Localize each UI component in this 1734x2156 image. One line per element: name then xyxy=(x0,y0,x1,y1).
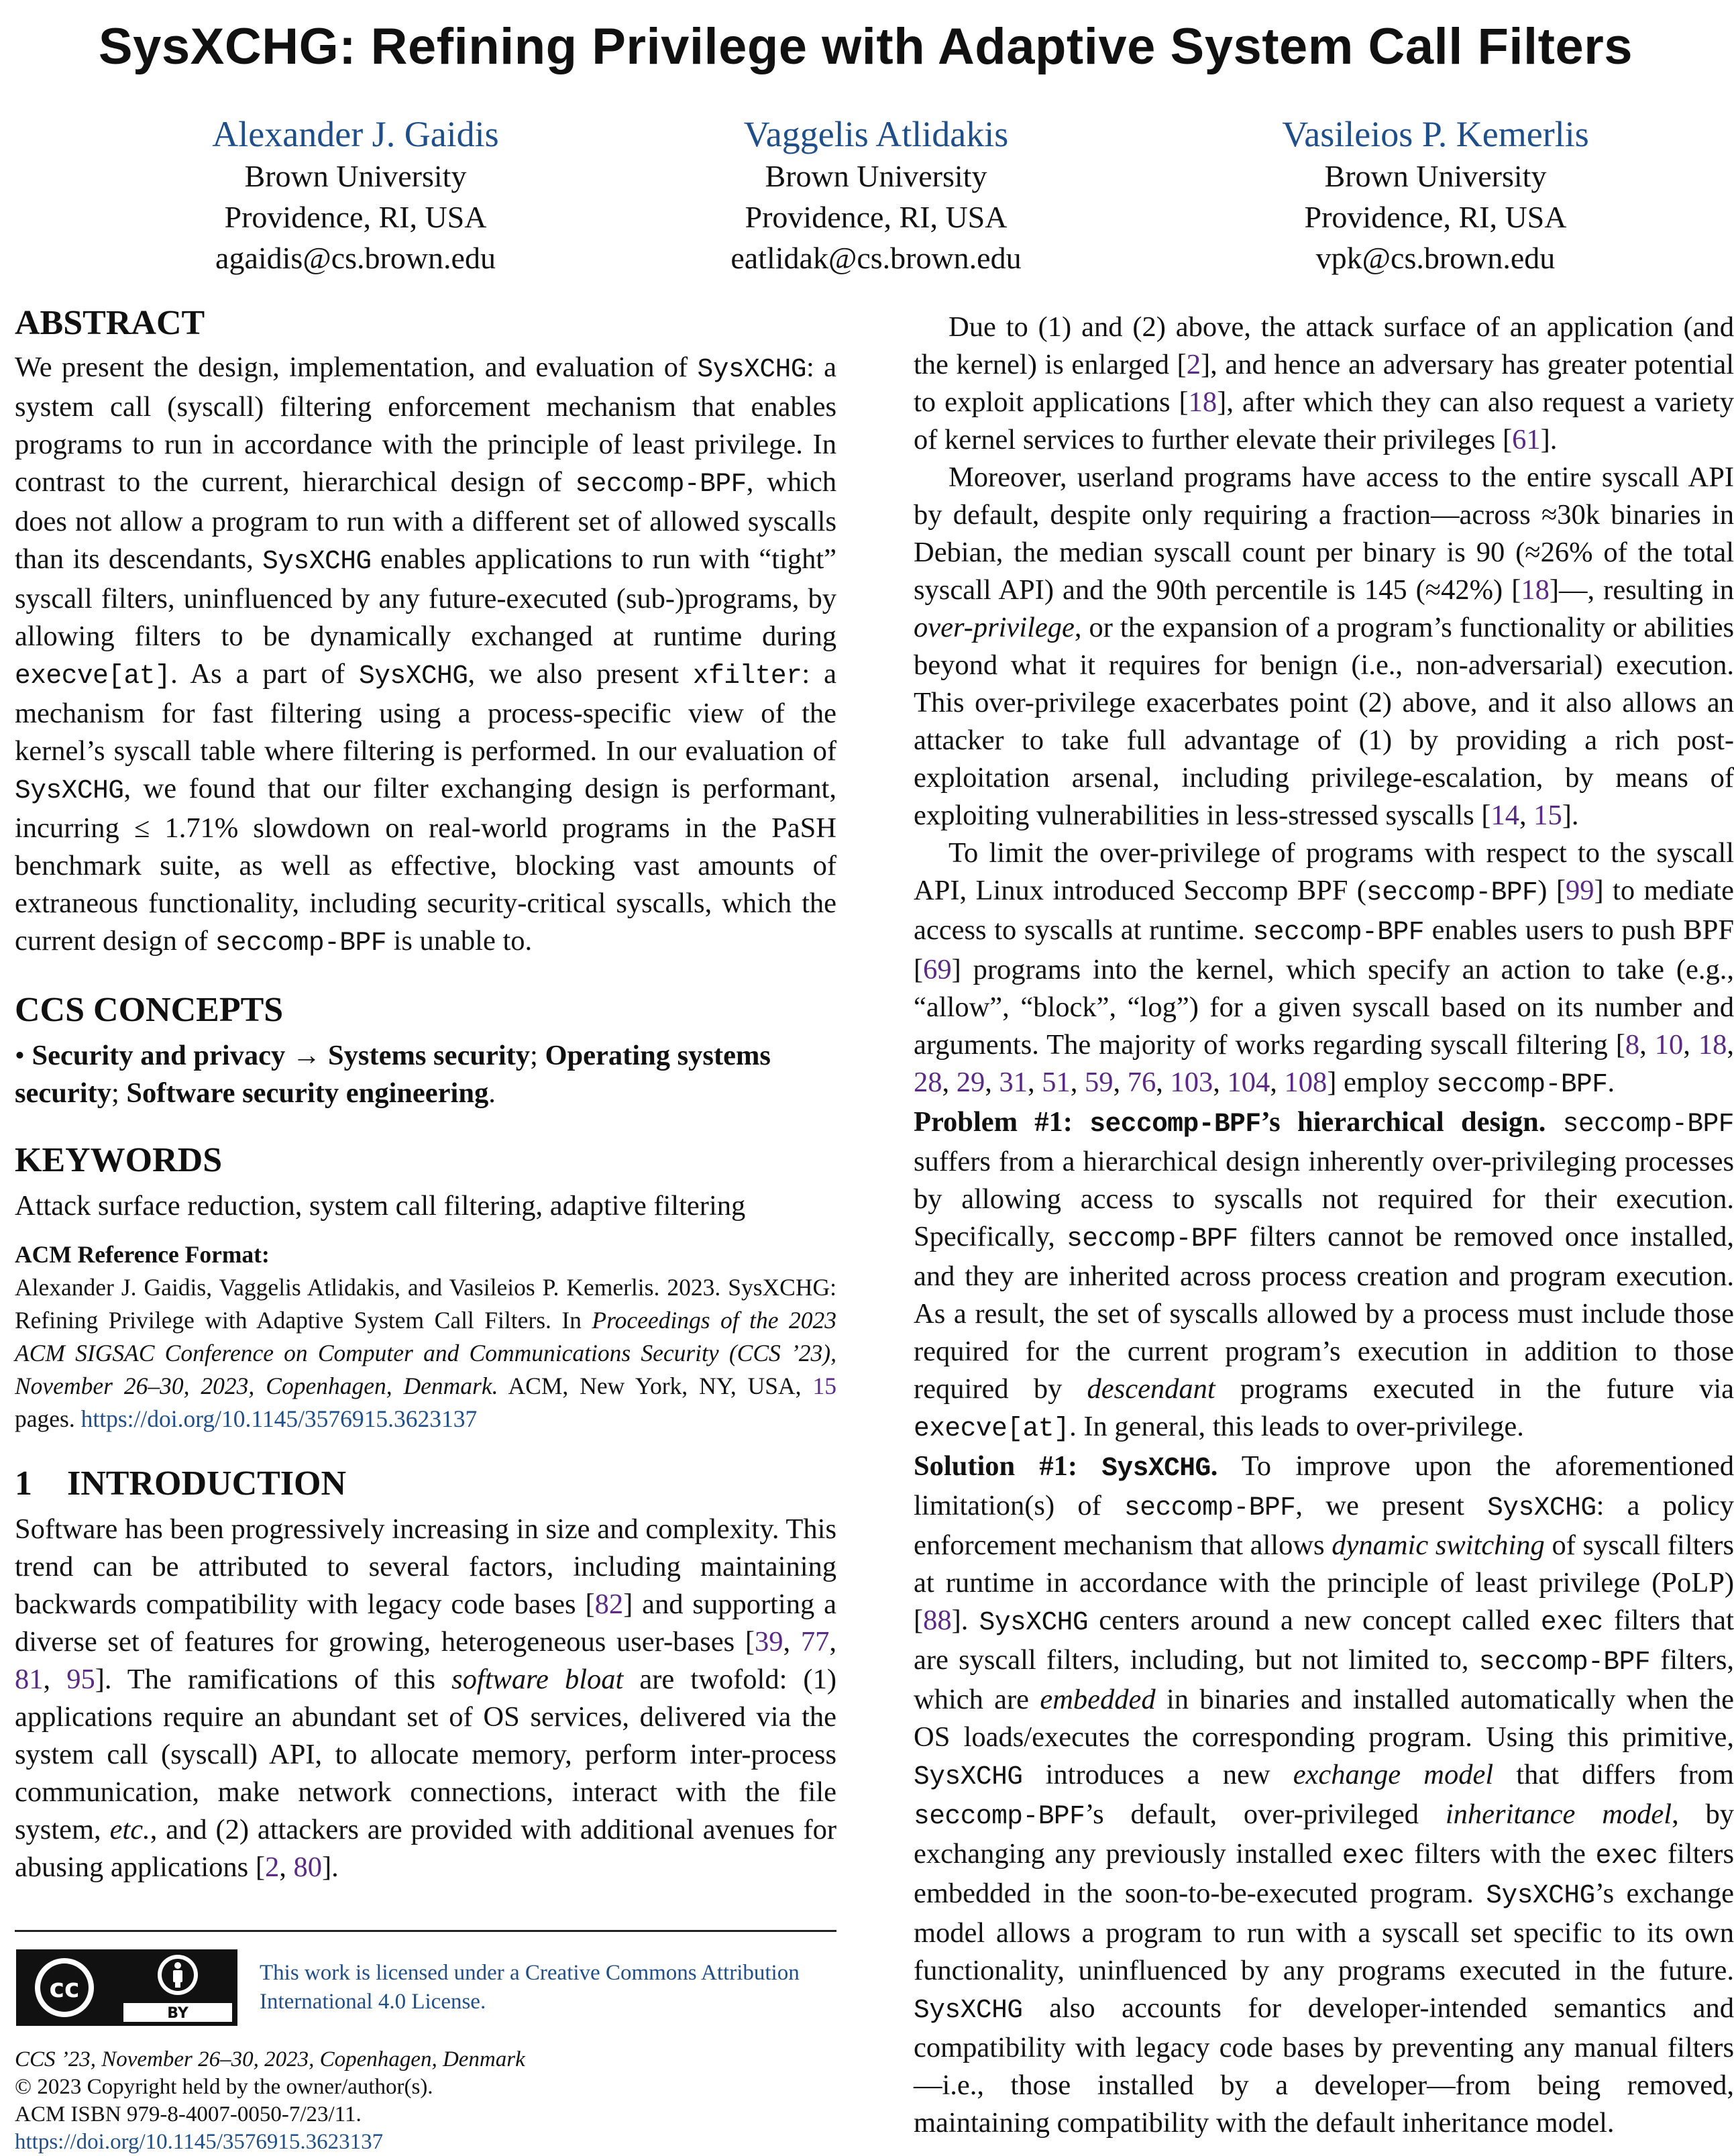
footer-doi[interactable]: https://doi.org/10.1145/3576915.3623137 xyxy=(15,2130,384,2154)
paper-title: SysXCHG: Refining Privilege with Adaptive System Call Filters xyxy=(98,18,1633,75)
intro-heading: 1 INTRODUCTION xyxy=(15,1464,347,1503)
author-email: vpk@cs.brown.edu xyxy=(1315,241,1556,275)
author-email: eatlidak@cs.brown.edu xyxy=(730,241,1022,275)
copyright-block xyxy=(15,2046,836,2156)
ccs-heading: CCS CONCEPTS xyxy=(15,991,284,1029)
author-name: Vaggelis Atlidakis xyxy=(743,114,1009,154)
author-name: Alexander J. Gaidis xyxy=(212,114,499,154)
left-column xyxy=(15,303,836,1886)
author-affiliation: Brown University xyxy=(765,159,987,193)
paragraph-problem-1: Problem #1: seccomp-BPF’s hierarchical design. seccomp-BPF suffers from a hierarchical design inherently over-privileging processes by allowing access to syscalls not required for their execution. Specifically, seccomp-BPF filters cannot be removed once installed, and they are inherited across process creation and program execution. As a result, the set of syscalls allowed by a process must include those required for the current program’s execution in addition to those required by descendant programs executed in the future via execve[at]. In general, this leads to over-privilege. xyxy=(914,1106,1734,1444)
author-location: Providence, RI, USA xyxy=(1304,200,1567,234)
paragraph-attack-surface: Due to (1) and (2) above, the attack surface of an application (and the kernel) is enlarged [2], and hence an adversary has greater potential to exploit applications [18], after which they can also request a variety of kernel services to further elevate their privileges [61]. xyxy=(914,311,1734,455)
acm-ref-heading: ACM Reference Format: xyxy=(15,1241,270,1268)
svg-text:cc: cc xyxy=(49,1974,80,2003)
author-location: Providence, RI, USA xyxy=(745,200,1008,234)
paragraph-solution-1: Solution #1: SysXCHG. To improve upon the aforementioned limitation(s) of seccomp-BPF, we present SysXCHG: a policy enforcement mechanism that allows dynamic switching of syscall filters at runtime in accordance with the principle of least privilege (PoLP) [88]. SysXCHG centers around a new concept called exec filters that are syscall filters, including, but not limited to, seccomp-BPF filters, which are embedded in binaries and installed automatically when the OS loads/executes the corresponding program. Using this primitive, SysXCHG introduces a new exchange model that differs from seccomp-BPF’s default, over-privileged inheritance model, by exchanging any previously installed exec filters with the exec filters embedded in the soon-to-be-executed program. SysXCHG’s exchange model allows a program to run with a syscall set specific to its own functionality, uninfluenced by any programs executed in the future. SysXCHG also accounts for developer-intended semantics and compatibility with legacy code bases by preventing any manual filters—i.e., those installed by a developer—from being removed, maintaining compatibility with the default inheritance model. xyxy=(914,1450,1734,2139)
author-name: Vasileios P. Kemerlis xyxy=(1282,114,1589,154)
acm-ref-text: Alexander J. Gaidis, Vaggelis Atlidakis, and Vasileios P. Kemerlis. 2023. SysXCHG: Refining Privilege with Adaptive System Call Filters. In Proceedings of the 2023 ACM SIGSAC Conference on Computer and Communications Security (CCS ’23), November 26–30, 2023, Copenhagen, Denmark. ACM, New York, NY, USA, 15 pages. https://doi.org/10.1145/3576915.3623137 xyxy=(15,1274,836,1432)
paragraph-over-privilege: Moreover, userland programs have access to the entire syscall API by default, despite only requiring a fraction—across ≈30k binaries in Debian, the median syscall count per binary is 90 (≈26% of the total syscall API) and the 90th percentile is 145 (≈42%) [18]—, resulting in over-privilege, or the expansion of a program’s functionality or abilities beyond what it requires for benign (i.e., non-adversarial) execution. This over-privilege exacerbates point (2) above, and it also allows an attacker to take full advantage of (1) by providing a rich post-exploitation arsenal, including privilege-escalation, by means of exploiting vulnerabilities in less-stressed syscalls [14, 15]. xyxy=(914,462,1734,831)
abstract-heading: ABSTRACT xyxy=(15,304,205,342)
keywords-text: Attack surface reduction, system call filtering, adaptive filtering xyxy=(15,1190,746,1222)
cc-license-icon xyxy=(16,1949,237,2026)
cc-by-badge xyxy=(16,1949,237,2026)
footer-isbn: ACM ISBN 979-8-4007-0050-7/23/11. xyxy=(15,2102,362,2126)
license-text[interactable]: This work is licensed under a Creative Commons Attribution International 4.0 License. xyxy=(260,1961,800,2014)
svg-text:BY: BY xyxy=(167,2005,188,2022)
footer-venue: CCS ’23, November 26–30, 2023, Copenhagen, Denmark xyxy=(15,2047,525,2071)
keywords-heading: KEYWORDS xyxy=(15,1141,223,1179)
intro-paragraph: Software has been progressively increasing in size and complexity. This trend can be attributed to several factors, including maintaining backwards compatibility with legacy code bases [82] and supporting a diverse set of features for growing, heterogeneous user-bases [39, 77, 81, 95]. The ramifications of this software bloat are twofold: (1) applications require an abundant set of OS services, delivered via the system call (syscall) API, to allocate memory, perform inter-process communication, make network connections, interact with the file system, etc., and (2) attackers are provided with additional avenues for abusing applications [2, 80]. xyxy=(15,1513,837,1883)
abstract-text: We present the design, implementation, and evaluation of SysXCHG: a system call (syscall) filtering enforcement mechanism that enables programs to run in accordance with the principle of least privilege. In contrast to the current, hierarchical design of seccomp-BPF, which does not allow a program to run with a different set of allowed syscalls than its descendants, SysXCHG enables applications to run with “tight” syscall filters, uninfluenced by any future-executed (sub-)programs, by allowing filters to be dynamically exchanged at runtime during execve[at]. As a part of SysXCHG, we also present xfilter: a mechanism for fast filtering using a process-specific view of the kernel’s syscall table where filtering is performed. In our evaluation of SysXCHG, we found that our filter exchanging design is performant, incurring ≤ 1.71% slowdown on real-world programs in the PaSH benchmark suite, as well as effective, blocking vast amounts of extraneous functionality, including security-critical syscalls, which the current design of seccomp-BPF is unable to. xyxy=(15,352,837,958)
doi-link[interactable]: https://doi.org/10.1145/3576915.3623137 xyxy=(80,1405,478,1432)
footer-copyright: © 2023 Copyright held by the owner/author(s). xyxy=(15,2075,433,2099)
author-location: Providence, RI, USA xyxy=(224,200,487,234)
paragraph-seccomp: To limit the over-privilege of programs with respect to the syscall API, Linux introduced Seccomp BPF (seccomp-BPF) [99] to mediate access to syscalls at runtime. seccomp-BPF enables users to push BPF [69] programs into the kernel, which specify an action to take (e.g., “allow”, “block”, “log”) for a given syscall based on its number and arguments. The majority of works regarding syscall filtering [8, 10, 18, 28, 29, 31, 51, 59, 76, 103, 104, 108] employ seccomp-BPF. xyxy=(914,837,1734,1099)
author-affiliation: Brown University xyxy=(244,159,467,193)
author-block xyxy=(1181,113,1690,278)
author-block xyxy=(101,113,610,278)
license-box xyxy=(15,1930,836,2026)
author-affiliation: Brown University xyxy=(1324,159,1547,193)
author-block xyxy=(621,113,1131,278)
author-email: agaidis@cs.brown.edu xyxy=(215,241,496,275)
right-column xyxy=(914,309,1734,2142)
ccs-concepts: • Security and privacy → Systems security; Operating systems security; Software security engineering. xyxy=(15,1040,771,1109)
